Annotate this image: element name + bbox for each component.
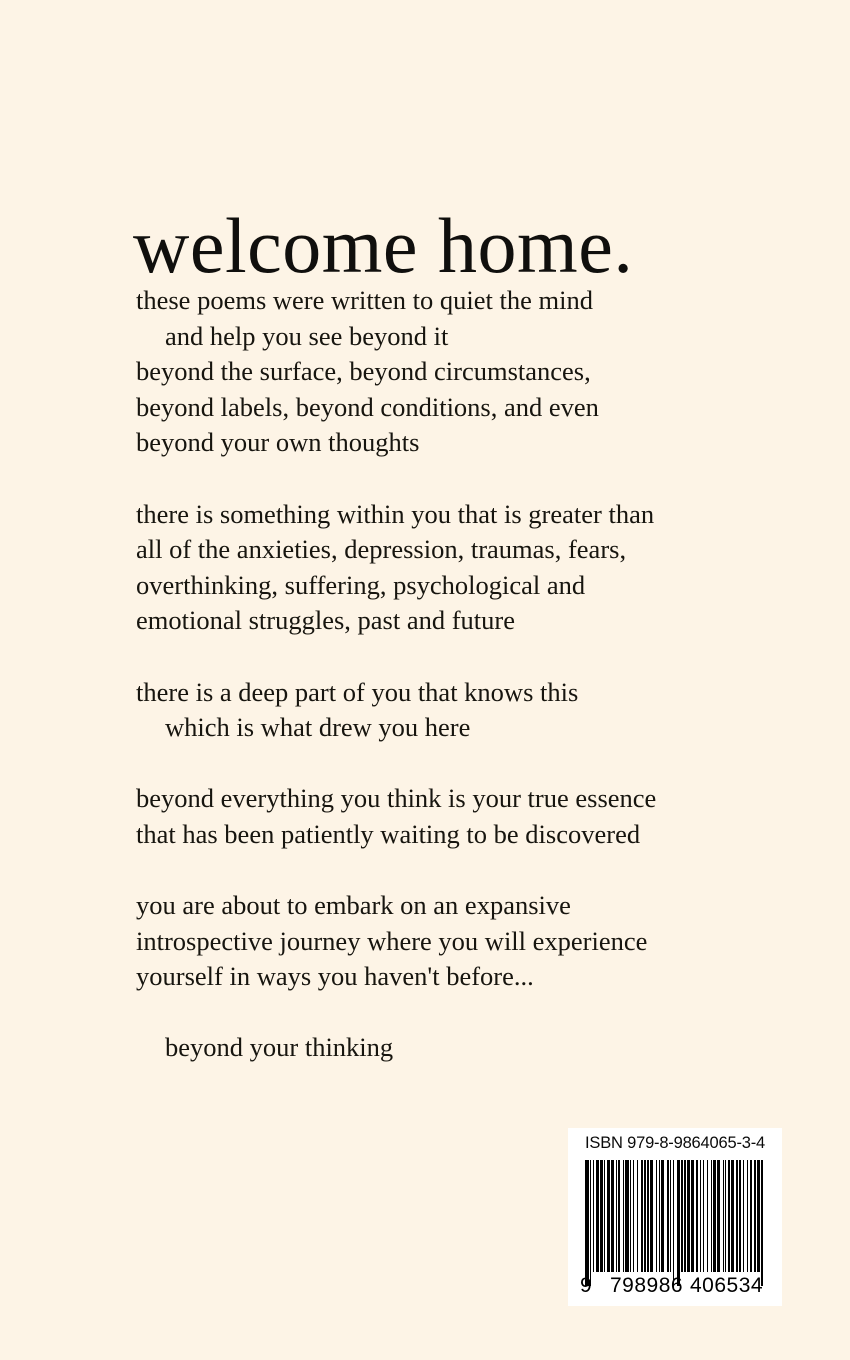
barcode-space xyxy=(763,1160,765,1272)
poem-line: beyond your own thoughts xyxy=(136,427,420,458)
poem-line: beyond labels, beyond conditions, and even xyxy=(136,391,599,422)
poem-stanza xyxy=(136,675,696,746)
page-title: welcome home. xyxy=(133,202,634,290)
poem-stanza xyxy=(136,781,696,852)
poem-line: beyond the surface, beyond circumstances, xyxy=(136,356,591,387)
poem-line: which is what drew you here xyxy=(165,712,471,743)
poem-line: yourself in ways you haven't before... xyxy=(136,961,534,992)
poem-stanza xyxy=(136,283,696,461)
poem-line: introspective journey where you will experience xyxy=(136,925,648,956)
poem-line: all of the anxieties, depression, traumas, fears, xyxy=(136,534,627,565)
poem-body xyxy=(136,283,696,1066)
poem-line: there is a deep part of you that knows this xyxy=(136,676,579,707)
ean-left-group: 798986 xyxy=(610,1274,684,1297)
poem-line: these poems were written to quiet the mind xyxy=(136,285,594,315)
poem-line: emotional struggles, past and future xyxy=(136,605,516,636)
poem-line: that has been patiently waiting to be discovered xyxy=(136,818,641,849)
barcode-bars xyxy=(585,1160,765,1272)
ean-lead-digit: 9 xyxy=(580,1274,593,1297)
poem-line: beyond everything you think is your true essence xyxy=(136,783,657,814)
poem-stanza xyxy=(136,497,696,639)
poem-stanza xyxy=(136,888,696,995)
isbn-label: ISBN 979-8-9864065-3-4 xyxy=(585,1134,765,1152)
poem-line: there is something within you that is greater than xyxy=(136,498,655,529)
ean-right-group: 406534 xyxy=(690,1274,764,1297)
poem-stanza xyxy=(136,1030,696,1066)
poem-line: you are about to embark on an expansive xyxy=(136,890,571,921)
ean-digits xyxy=(578,1274,774,1300)
poem-line: and help you see beyond it xyxy=(165,320,449,351)
isbn-barcode-panel xyxy=(568,1128,782,1306)
poem-line: beyond your thinking xyxy=(165,1032,394,1063)
poem-line: overthinking, suffering, psychological and xyxy=(136,569,586,600)
